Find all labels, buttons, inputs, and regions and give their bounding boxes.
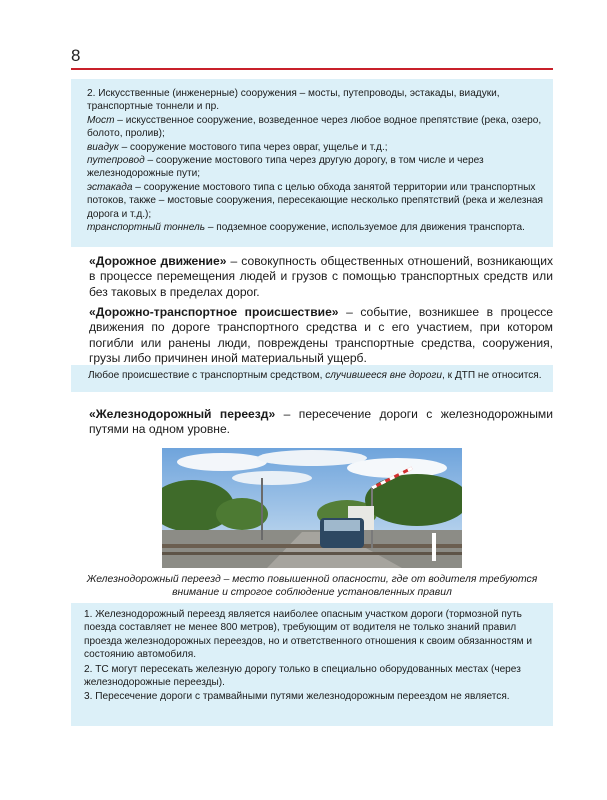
accident-term: «Дорожно-транспортное происшествие» <box>89 305 339 319</box>
tonnel-term: транспортный тоннель <box>87 222 206 234</box>
viaduk-term: виадук <box>87 141 119 153</box>
crossing-rules-box <box>71 603 553 726</box>
header-rule <box>71 68 553 70</box>
viaduk-text: – сооружение мостового типа через овраг, ущелье и т.д.; <box>118 141 388 153</box>
accident-note-box <box>71 365 553 392</box>
estakada-definition <box>87 181 543 221</box>
tonnel-text: – подземное сооружение, используемое для движения транспорта. <box>205 222 525 234</box>
accident-note-italic: случившееся вне дороги <box>325 370 442 381</box>
most-text: – искусственное сооружение, возведенное через любое водное препятствие (река, озеро, болото, пролив); <box>87 114 542 140</box>
most-definition <box>87 114 543 141</box>
accident-note-a: Любое происшествие с транспортным средством, <box>88 370 326 381</box>
crossing-term: «Железнодорожный переезд» <box>89 407 276 421</box>
accident-definition <box>89 305 553 366</box>
structures-intro: 2. Искусственные (инженерные) сооружения – мосты, путепроводы, эстакады, виадуки, транспортные тоннели и пр. <box>87 88 500 113</box>
estakada-text: – сооружение мостового типа с целью обхода занятой территории или транспортных потоков, также – мостовые сооружения, пересекающие несколько препятствий (река и железная дорога и т.д.); <box>87 181 544 220</box>
tonnel-definition <box>87 221 543 234</box>
most-term: Мост <box>87 114 115 126</box>
caption-line-2: внимание и строгое соблюдение установленных правил <box>172 587 452 599</box>
accident-note-b: , к ДТП не относится. <box>441 370 542 381</box>
puteprovod-definition <box>87 154 543 181</box>
railway-crossing-photo <box>162 448 462 568</box>
caption-line-1: Железнодорожный переезд – место повышенной опасности, где от водителя требуются <box>86 574 538 585</box>
puteprovod-text: – сооружение мостового типа через другую дорогу, в том числе и через железнодорожные пути; <box>87 155 484 180</box>
puteprovod-term: путепровод <box>87 155 145 167</box>
rule-item-1: 1. Железнодорожный переезд является наиболее опасным участком дороги (тормозной путь поезда составляет не менее 800 метров), требующим от водителя не только знаний правил проезда железнодорожных переездов, но и ответственного отношения к своим обязанностям и состоянию автомобиля. <box>84 609 533 661</box>
definitions-box <box>71 79 553 247</box>
page-number: 8 <box>71 46 81 65</box>
road-traffic-term: «Дорожное движение» <box>89 254 227 268</box>
viaduk-definition <box>87 141 543 154</box>
road-traffic-definition <box>89 254 553 300</box>
crossing-definition <box>89 407 553 438</box>
rule-item-2: 2. ТС могут пересекать железную дорогу только в специально оборудованных местах (через железнодорожные переезды). <box>84 663 521 689</box>
accident-text: – событие, возникшее в процессе движения по дороге транспортного средства и с его участием, при котором погибли или ранены люди, повреждены транспортные средства, сооружения, грузы либо причинен иной материальный ущерб. <box>89 305 553 365</box>
crossing-text: – пересечение дороги с железнодорожными путями на одном уровне. <box>89 407 553 437</box>
estakada-term: эстакада <box>87 181 133 193</box>
road-traffic-text: – совокупность общественных отношений, возникающих в процессе перемещения людей и грузов с помощью транспортных средств или без таковых в пределах дорог. <box>89 254 553 299</box>
rule-item-3: 3. Пересечение дороги с трамвайными путями железнодорожным переездом не является. <box>84 691 510 703</box>
photo-caption <box>71 573 553 599</box>
